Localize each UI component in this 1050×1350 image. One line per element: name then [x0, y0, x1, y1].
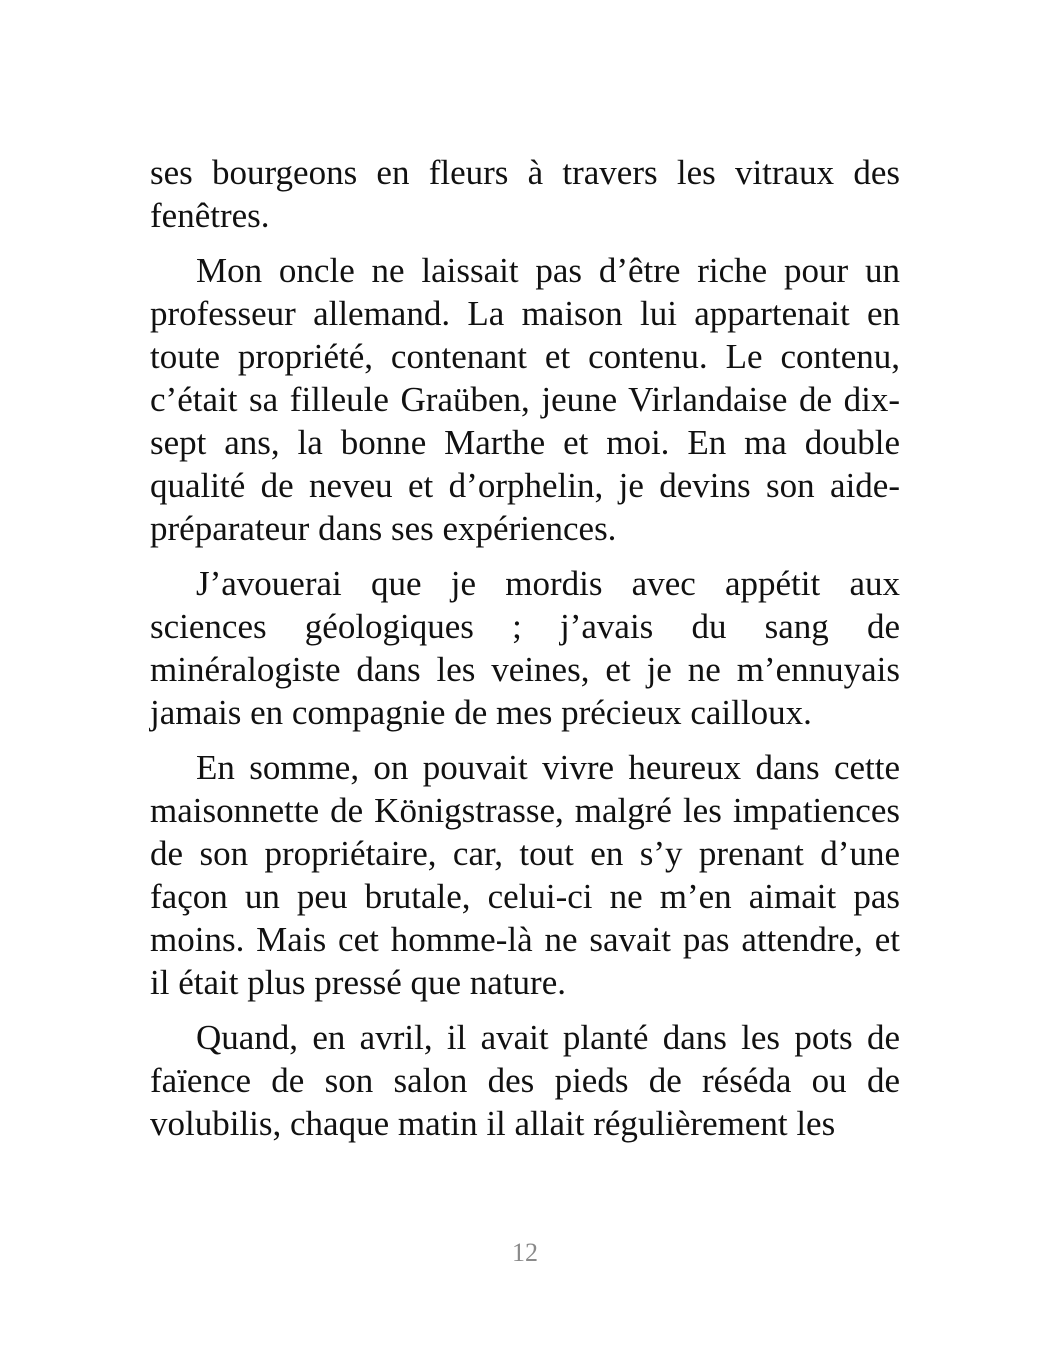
paragraph: En somme, on pouvait vivre heureux dans cette maisonnette de Königstrasse, malgré les impatiences de son propriétaire, car, tout en s’y prenant d’une façon un peu brutale, celui-ci ne m’en aimait pas moins. Mais cet homme-là ne savait pas attendre, et il était plus pressé que nature.	[150, 748, 900, 1002]
paragraph: Quand, en avril, il avait planté dans les pots de faïence de son salon des pieds de réséda ou de volubilis, chaque matin il allait régulièrement les	[150, 1018, 900, 1143]
page-number: 12	[512, 1238, 538, 1267]
body-text	[150, 151, 900, 1157]
paragraph: Mon oncle ne laissait pas d’être riche pour un professeur allemand. La maison lui appartenait en toute propriété, contenant et contenu. Le contenu, c’était sa filleule Graüben, jeune Virlandaise de dix-sept ans, la bonne Marthe et moi. En ma double qualité de neveu et d’orphelin, je devins son aide-préparateur dans ses expériences.	[150, 251, 900, 548]
paragraph-continuation: ses bourgeons en fleurs à travers les vitraux des fenêtres.	[150, 153, 900, 235]
paragraph: J’avouerai que je mordis avec appétit aux sciences géologiques ; j’avais du sang de minéralogiste dans les veines, et je ne m’ennuyais jamais en compagnie de mes précieux cailloux.	[150, 564, 900, 732]
